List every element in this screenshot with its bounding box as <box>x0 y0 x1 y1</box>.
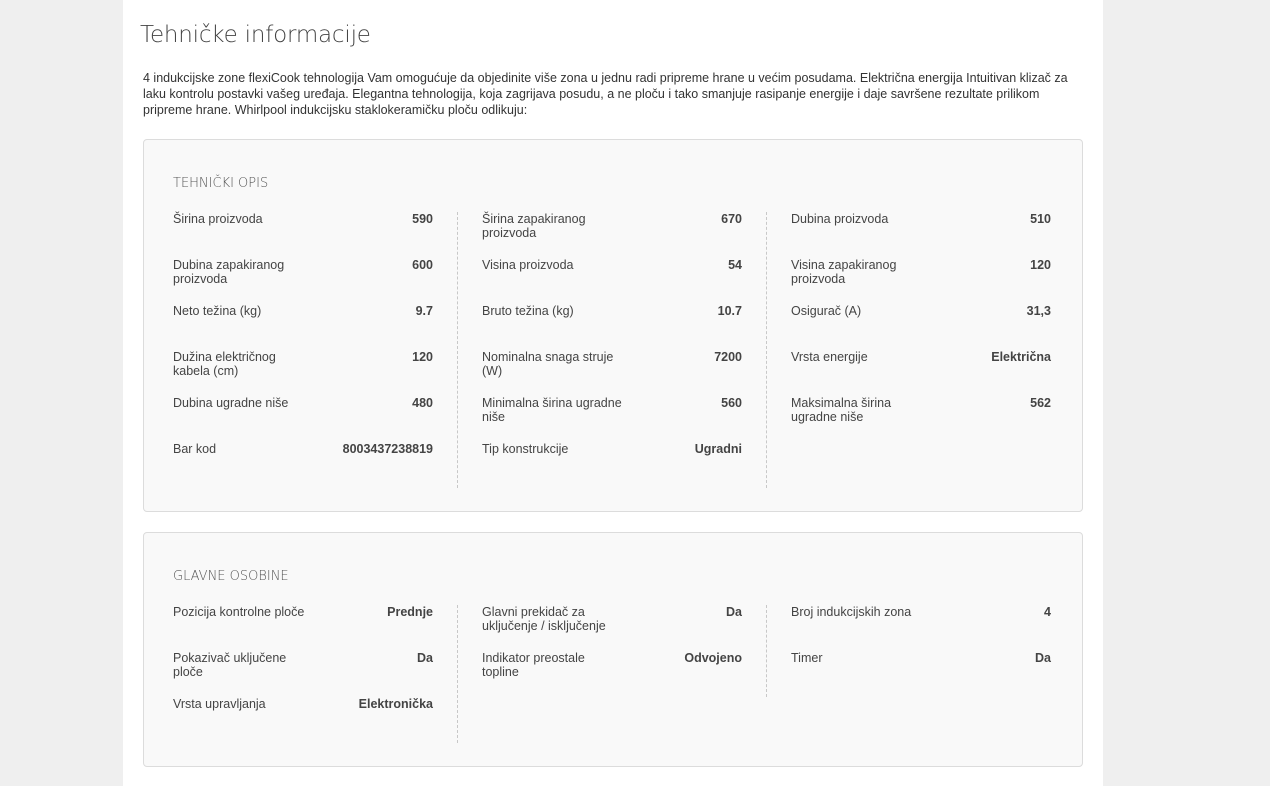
spec-row <box>482 651 742 697</box>
spec-value: Elektronička <box>358 697 433 711</box>
spec-value: 4 <box>1044 605 1051 619</box>
spec-row <box>791 350 1051 396</box>
spec-label: Širina proizvoda <box>173 212 263 226</box>
spec-row <box>482 396 742 442</box>
spec-row <box>482 258 742 304</box>
page-title: Tehničke informacije <box>140 22 371 48</box>
spec-row <box>173 258 433 304</box>
tech-specs-column-2 <box>482 212 742 488</box>
product-description: 4 indukcijske zone flexiCook tehnologija Vam omogućuje da objedinite više zona u jednu radi pripreme hrane u većim posudama. Električna energija Intuitivan klizač za laku kontrolu postavki vašeg uređaja. Elegantna tehnologija, koja zagrijava posudu, a ne ploču i tako smanjuje rasipanje energije i daje savršene rezultate prilikom pripreme hrane. Whirlpool indukcijsku staklokeramičku ploču odlikuju: <box>143 71 1068 117</box>
spec-label: Maksimalna širina ugradne niše <box>791 396 892 424</box>
spec-value: 31,3 <box>1026 304 1051 318</box>
spec-value: Prednje <box>387 605 433 619</box>
spec-label: Indikator preostale topline <box>482 651 585 679</box>
spec-value: 120 <box>1030 258 1051 272</box>
spec-row <box>482 442 742 488</box>
spec-row <box>791 258 1051 304</box>
spec-value: 590 <box>412 212 433 226</box>
spec-label: Tip konstrukcije <box>482 442 569 456</box>
spec-value: 600 <box>412 258 433 272</box>
spec-value: 7200 <box>714 350 742 364</box>
spec-label: Dubina ugradne niše <box>173 396 289 410</box>
spec-label: Timer <box>791 651 823 665</box>
tech-specs-column-3 <box>791 212 1051 488</box>
spec-label: Pozicija kontrolne ploče <box>173 605 305 619</box>
spec-label: Nominalna snaga struje (W) <box>482 350 614 378</box>
spec-label: Minimalna širina ugradne niše <box>482 396 622 424</box>
spec-row <box>173 605 433 651</box>
spec-row <box>482 605 742 651</box>
spec-value: Ugradni <box>694 442 742 456</box>
spec-row <box>173 212 433 258</box>
spec-value: 54 <box>728 258 742 272</box>
spec-value: 10.7 <box>717 304 742 318</box>
spec-value: 670 <box>721 212 742 226</box>
spec-row <box>173 350 433 396</box>
spec-row <box>791 396 1051 442</box>
spec-value: 562 <box>1030 396 1051 410</box>
spec-label: Pokazivač uključene ploče <box>173 651 287 679</box>
spec-label: Vrsta upravljanja <box>173 697 266 711</box>
spec-label: Dubina zapakiranog proizvoda <box>173 258 285 286</box>
spec-row <box>791 651 1051 697</box>
spec-row <box>482 212 742 258</box>
spec-row <box>482 350 742 396</box>
spec-row <box>173 442 433 488</box>
spec-value: Odvojeno <box>684 651 742 665</box>
spec-value: 120 <box>412 350 433 364</box>
spec-value: 8003437238819 <box>342 442 433 456</box>
spec-row <box>173 304 433 350</box>
spec-label: Visina proizvoda <box>482 258 574 272</box>
tech-specs-panel <box>143 139 1083 512</box>
spec-value: 9.7 <box>415 304 433 318</box>
main-features-column-1 <box>173 605 433 743</box>
spec-row <box>791 605 1051 651</box>
spec-label: Bar kod <box>173 442 217 456</box>
main-features-column-2 <box>482 605 742 743</box>
main-features-column-3 <box>791 605 1051 697</box>
spec-value: Električna <box>991 350 1051 364</box>
spec-value: Da <box>1035 651 1051 665</box>
spec-value: 480 <box>412 396 433 410</box>
spec-value: 560 <box>721 396 742 410</box>
spec-row <box>482 304 742 350</box>
spec-label: Dužina električnog kabela (cm) <box>173 350 276 378</box>
spec-label: Neto težina (kg) <box>173 304 262 318</box>
spec-label: Visina zapakiranog proizvoda <box>791 258 897 286</box>
spec-value: Da <box>726 605 742 619</box>
spec-value: 510 <box>1030 212 1051 226</box>
spec-row <box>173 396 433 442</box>
spec-label: Širina zapakiranog proizvoda <box>482 212 586 240</box>
main-features-panel <box>143 532 1083 767</box>
spec-label: Glavni prekidač za uključenje / isključenje <box>482 605 606 633</box>
page-container <box>123 0 1103 786</box>
spec-label: Vrsta energije <box>791 350 868 364</box>
tech-specs-column-1 <box>173 212 433 488</box>
spec-row <box>173 697 433 743</box>
main-features-heading: GLAVNE OSOBINE <box>173 569 289 584</box>
spec-label: Broj indukcijskih zona <box>791 605 912 619</box>
tech-specs-heading: TEHNIČKI OPIS <box>173 176 269 191</box>
spec-value: Da <box>417 651 433 665</box>
spec-row <box>791 304 1051 350</box>
spec-label: Bruto težina (kg) <box>482 304 574 318</box>
spec-row <box>791 212 1051 258</box>
spec-row <box>173 651 433 697</box>
spec-label: Osigurač (A) <box>791 304 862 318</box>
spec-label: Dubina proizvoda <box>791 212 889 226</box>
